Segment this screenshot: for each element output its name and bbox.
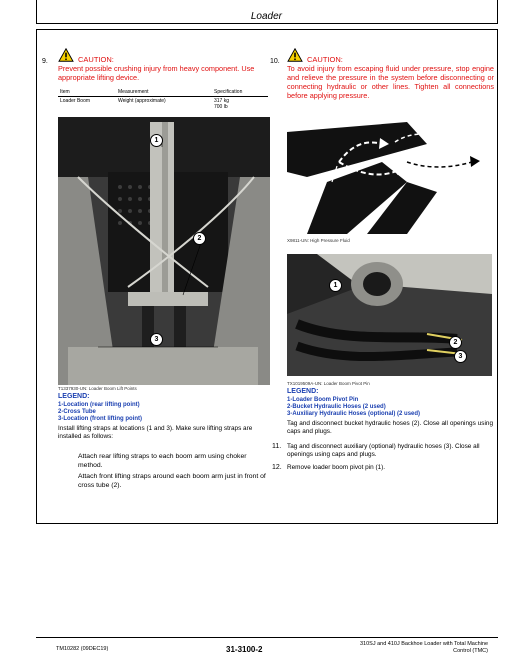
spec-cell-spec — [212, 97, 268, 112]
step-9-substep-1: Attach rear lifting straps to each boom arm using choker method. — [78, 453, 247, 469]
spec-cell-item: Loader Boom — [60, 98, 91, 104]
high-pressure-caption: X9811-UN: High Pressure Fluid — [287, 238, 350, 243]
step-9-substep-2: Attach front lifting straps around each boom arm just in front of cross tube (2). — [78, 473, 266, 489]
footer-doc-id: TM10282 (09DEC19) — [56, 646, 109, 652]
spec-table — [58, 88, 268, 111]
legend-item: 1-Location (rear lifting point) — [58, 402, 140, 408]
pivot-pin-photo — [287, 254, 492, 376]
spec-value-kg: 317 kg — [214, 98, 230, 104]
high-pressure-illustration — [287, 122, 492, 234]
loader-boom-illustration — [58, 117, 270, 385]
step-9-instruction: Install lifting straps at locations (1 and 3). Make sure lifting straps are installed as follows: — [58, 425, 253, 440]
callout-3: 3 — [150, 333, 163, 346]
warning-icon — [58, 48, 74, 62]
callout-2: 2 — [449, 336, 462, 349]
page-header — [36, 0, 498, 24]
legend-item: 3-Auxiliary Hydraulic Hoses (optional) (2 used) — [287, 411, 421, 417]
step-9-figure-caption: T1337930-UN: Loader Boom Lift Points — [58, 386, 137, 391]
callout-3: 3 — [454, 350, 467, 363]
step-12-text: Remove loader boom pivot pin (1). — [287, 464, 386, 471]
step-10-figure-caption: TX1019509A-UN: Loader Boom Pivot Pin — [287, 381, 370, 386]
callout-1: 1 — [150, 134, 163, 147]
legend-item: 1-Loader Boom Pivot Pin — [287, 397, 359, 403]
spec-header-item: Item — [58, 88, 116, 97]
spec-header-specification: Specification — [212, 88, 268, 97]
legend-item: 3-Location (front lifting point) — [58, 416, 142, 422]
header-title: Loader — [250, 11, 282, 22]
step-11-number: 11. — [272, 443, 282, 450]
step-10-caution-text: To avoid injury from escaping fluid under pressure, stop engine and relieve the pressure in the system before disconnecting or connecting hydraulic or other lines. Tighten all connections before applying pressure. — [287, 64, 494, 100]
step-11-text: Tag and disconnect auxiliary (optional) hydraulic hoses (3). Close all openings using caps and plugs. — [287, 443, 480, 458]
caution-label: CAUTION: — [307, 55, 343, 64]
callout-1: 1 — [329, 279, 342, 292]
high-pressure-fluid-diagram — [287, 122, 492, 234]
spec-cell-measurement: Weight (approximate) — [118, 98, 166, 104]
step-9-caution — [58, 46, 114, 64]
step-9-caution-text: Prevent possible crushing injury from heavy component. Use appropriate lifting device. — [58, 64, 255, 82]
legend-item: 2-Cross Tube — [58, 409, 96, 415]
footer-title-line1: 310SJ and 410J Backhoe Loader with Total Machine — [359, 641, 488, 647]
step-12-number: 12. — [272, 464, 282, 471]
footer-page-number: 31-3100-2 — [226, 645, 263, 654]
step-9-legend-title: LEGEND: — [58, 393, 90, 400]
loader-boom-photo — [58, 117, 270, 385]
spec-header-measurement: Measurement — [116, 88, 212, 97]
footer-title — [313, 641, 488, 655]
page-footer — [36, 637, 498, 657]
caution-label: CAUTION: — [78, 55, 114, 64]
spec-value-lb: 700 lb — [214, 104, 228, 110]
warning-icon — [287, 48, 303, 62]
step-9-number: 9. — [42, 58, 48, 65]
footer-title-line2: Control (TMC) — [453, 648, 488, 654]
step-10-instruction: Tag and disconnect bucket hydraulic hoses (2). Close all openings using caps and plugs. — [287, 420, 493, 435]
legend-item: 2-Bucket Hydraulic Hoses (2 used) — [287, 404, 386, 410]
step-10-number: 10. — [270, 58, 280, 65]
callout-2: 2 — [193, 232, 206, 245]
step-9-legend — [58, 402, 142, 423]
step-10-legend — [287, 397, 420, 418]
step-10-caution — [287, 46, 343, 64]
step-10-legend-title: LEGEND: — [287, 388, 319, 395]
